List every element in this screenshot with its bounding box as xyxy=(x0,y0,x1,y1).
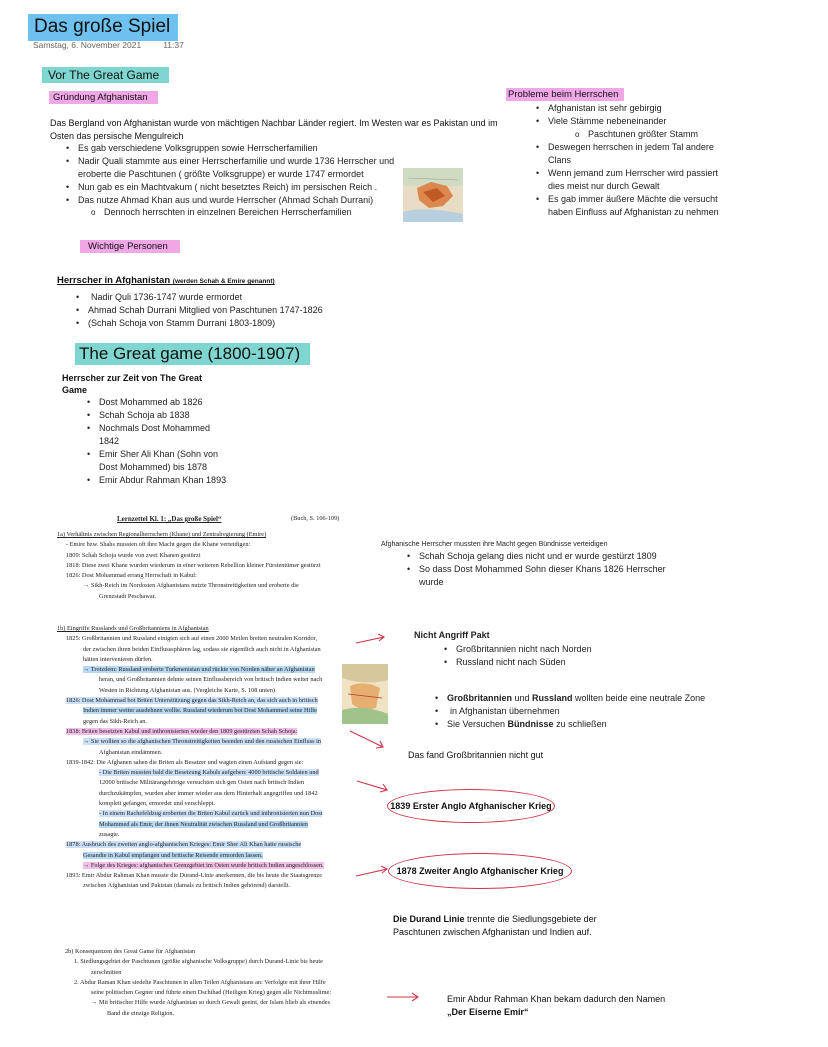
time: 11:37 xyxy=(163,40,184,50)
list-item: • Wenn jemand zum Herrscher wird passiert dies meist nur durch Gewalt xyxy=(548,167,723,193)
arrow-pakt xyxy=(356,634,384,643)
list-item: • Nadir Quali stammte aus einer Herrscherfamilie und wurde 1736 Herrscher und eroberte die Paschtunen ( größte Volksgruppe) er wurde 1747 ermordet xyxy=(78,155,423,181)
scan-source: (Buch, S. 106-109) xyxy=(291,515,340,522)
great-game-subheading: Herrscher zur Zeit von The Great Game xyxy=(62,373,203,395)
list-item: • Emir Sher Ali Khan (Sohn von Dost Mohammed) bis 1878 xyxy=(99,448,229,474)
pakt-list xyxy=(440,643,676,669)
list-item: • Nun gab es ein Machtvakum ( nicht besetztes Reich) im persischen Reich . xyxy=(78,181,488,194)
arrow-krieg2 xyxy=(356,866,387,876)
probleme-heading: Probleme beim Herrschen xyxy=(506,89,624,100)
scan-section-1a: 1a) Verhältnis zwischen Regionalherrschern (Khane) und Zentralregierung (Emire) - Emire bzw. Shahs mussten oft ihre Macht gegen die Khane verteidigen: 1809: Schah Schoja wurde von zwei Khanen gestürzt 1818: Diese zwei Khane wurden wiederum in einer weiteren Rebellion kleiner Fürstentümer gestürzt 1826: Dost Mohammad errang Herrschaft in Kabul: → Sikh-Reich im Nordosten Afghanistans nutzte Thronstreitigkeiten und eroberte die Grenzstadt Peschawar. xyxy=(57,531,321,600)
arrow-gut xyxy=(350,731,383,748)
arrow-krieg1 xyxy=(357,781,387,792)
list-item: • Afghanistan ist sehr gebirgig xyxy=(548,102,723,115)
list-item: • Ahmad Schah Durrani Mitglied von Paschtunen 1747-1826 xyxy=(88,304,388,317)
arrow-emir xyxy=(387,993,418,1001)
date: Samstag, 6. November 2021 xyxy=(33,40,142,50)
list-item: • Es gab verschiedene Volksgruppen sowie Herrscherfamilien xyxy=(78,142,488,155)
list-item: • Dost Mohammed ab 1826 xyxy=(99,396,229,409)
subheading-gruendung: Gründung Afghanistan xyxy=(49,92,158,103)
list-item: • Großbritannien nicht nach Norden xyxy=(456,643,676,656)
scan-title: Lernzettel Kl. 1: „Das große Spiel“ xyxy=(117,515,222,523)
scan-section-1b: 1b) Eingriffe Russlands und Großbritanniens in Afghanistan 1825: Großbritannien und Russland einigten sich auf einen 2000 Meilen breiten neutralen Korridor, der zwischen ihren beiden Einflusssphären lag, sodass sie eigentlich auch nicht in Afghanistan hätten intervenieren dürfen. → Trotzdem: Russland eroberte Turkmenistan und rückte von Norden näher an Afghanistan heran, und Großbritannien dehnte seinen Einflussbereich von britisch Indien weiter nach Westen in Richtung Afghanistan aus. (Vergleiche Karte, S. 108 unten) 1826: Dost Mohammad bot Briten Unterstützung gegen das Sikh-Reich an, das sich auch in britisch Indien immer weiter ausdehnen wollte. Russland wiederum bot Dost Mohammed seine Hilfe gegen das Sikh-Reich an. 1838: Briten besetzten Kabul und inthronisierten wieder den 1809 gestürzten Schah Schoja: → Sie wollten so die afghanischen Thronstreitigkeiten beenden und den russischen Einfluss in Afghanistan eindämmen. 1839-1842: Die Afghanen sahen die Briten als Besatzer und wagten einen Aufstand gegen sie: - Die Briten mussten bald die Besetzung Kabuls aufgeben: 4000 britische Soldaten und 12000 britische Militärangehörige versuchten sich gen Osten nach britisch Indien durchzukämpfen, wurden aber immer wieder aus dem Hinterhalt angegriffen und 1842 komplett gefangen, ermordet und verschleppt. - In einem Rachefeldzug eroberten die Briten Kabul zurück und inthronisierten nun Dost Mohammed als Emir, der ihnen Neutralität zwischen Russland und Großbritannien zusagte. 1878: Ausbruch des zweiten anglo-afghanischen Krieges: Emir Sher Ali Khan hatte russische Gesandte in Kabul empfangen und britische Reisende ermorden lassen. → Folge des Krieges: afghanisches Grenzgebiet im Osten wurde britisch Indien angeschlossen. 1893: Emir Abdur Rahman Khan musste die Durand-Linie anerkennen, die bis heute die Staatsgrenze zwischen Afghanistan und Pakistan (damals zu britisch Indien gehörend) darstellt. xyxy=(57,625,324,890)
krieg2-oval: 1878 Zweiter Anglo Afghanischer Krieg xyxy=(388,853,572,889)
page-title: Das große Spiel xyxy=(28,14,178,41)
list-item: • in Afghanistan übernehmen xyxy=(447,705,757,718)
zone-list xyxy=(431,692,757,731)
pakt-heading: Nicht Angriff Pakt xyxy=(414,630,490,640)
list-item: • Großbritannien und Russland wollten beide eine neutrale Zone xyxy=(447,692,757,705)
note1-list xyxy=(403,550,669,589)
section-vor-heading: Vor The Great Game xyxy=(42,68,169,82)
list-item: • (Schah Schoja von Stamm Durrani 1803-1809) xyxy=(88,317,388,330)
list-item: • So dass Dost Mohammed Sohn dieser Khans 1826 Herrscher wurde xyxy=(419,563,669,589)
krieg1-oval: 1839 Erster Anglo Afghanischer Krieg xyxy=(387,789,555,823)
list-item: o Dennoch herrschten in einzelnen Bereichen Herrscherfamilien xyxy=(104,206,434,219)
intro-paragraph: Das Bergland von Afghanistan wurde von mächtigen Nachbar Länder regiert. Im Westen war es Pakistan und im Osten das persische Mengulreich xyxy=(50,118,498,141)
note-emir: Emir Abdur Rahman Khan bekam dadurch den Namen „Der Eiserne Emir“ xyxy=(447,994,666,1017)
list-item: • Schah Schoja gelang dies nicht und er wurde gestürzt 1809 xyxy=(419,550,669,563)
herrscher-heading: Herrscher in Afghanistan (werden Schah & Emire genannt) xyxy=(57,275,275,286)
list-item: • Es gab immer äußere Mächte die versucht haben Einfluss auf Afghanistan zu nehmen xyxy=(548,193,723,219)
list-item: • Viele Stämme nebeneinander xyxy=(548,115,723,128)
note-gut: Das fand Großbritannien nicht gut xyxy=(408,750,544,760)
scan-section-2b: 2b) Konsequenzen des Great Game für Afghanistan 1. Siedlungsgebiet der Paschtunen (größte afghanische Volksgruppe) durch Durand-Linie bis heute zerschnitten 2. Abdur Raman Khan siedelte Paschtunen in allen Teilen Afghanistans an: Verfolgte mit ihrer Hilfe seine politischen Gegner und führte einen Dschihad (Heiligen Krieg) gegen alle Nichtmuslime: → Mit britischer Hilfe wurde Afghanistan so durch Gewalt geeint, der Islam blieb als einendes Band die einzige Religion. xyxy=(65,948,332,1017)
list-item: • Deswegen herrschen in jedem Tal andere Clans xyxy=(548,141,723,167)
list-item: o Paschtunen größter Stamm xyxy=(588,128,728,141)
list-item: • Sie Versuchen Bündnisse zu schließen xyxy=(447,718,757,731)
note-durand: Die Durand Linie trennte die Siedlungsgebiete der Paschtunen zwischen Afghanistan und Indien auf. xyxy=(393,914,597,937)
list-item: • Das nutze Ahmad Khan aus und wurde Herrscher (Ahmad Schah Durrani) xyxy=(78,194,488,207)
list-item: • Nadir Quli 1736-1747 wurde ermordet xyxy=(88,291,388,304)
list-item: • Nochmals Dost Mohammed 1842 xyxy=(99,422,229,448)
subheading-wichtige-personen: Wichtige Personen xyxy=(80,241,180,252)
list-item: • Emir Abdur Rahman Khan 1893 xyxy=(99,474,229,487)
note1-heading: Afghanische Herrscher mussten ihre Macht gegen Bündnisse verteidigen xyxy=(381,541,608,548)
great-game-heading: The Great game (1800-1907) xyxy=(75,344,310,364)
list-item: • Russland nicht nach Süden xyxy=(456,656,676,669)
list-item: • Schah Schoja ab 1838 xyxy=(99,409,229,422)
